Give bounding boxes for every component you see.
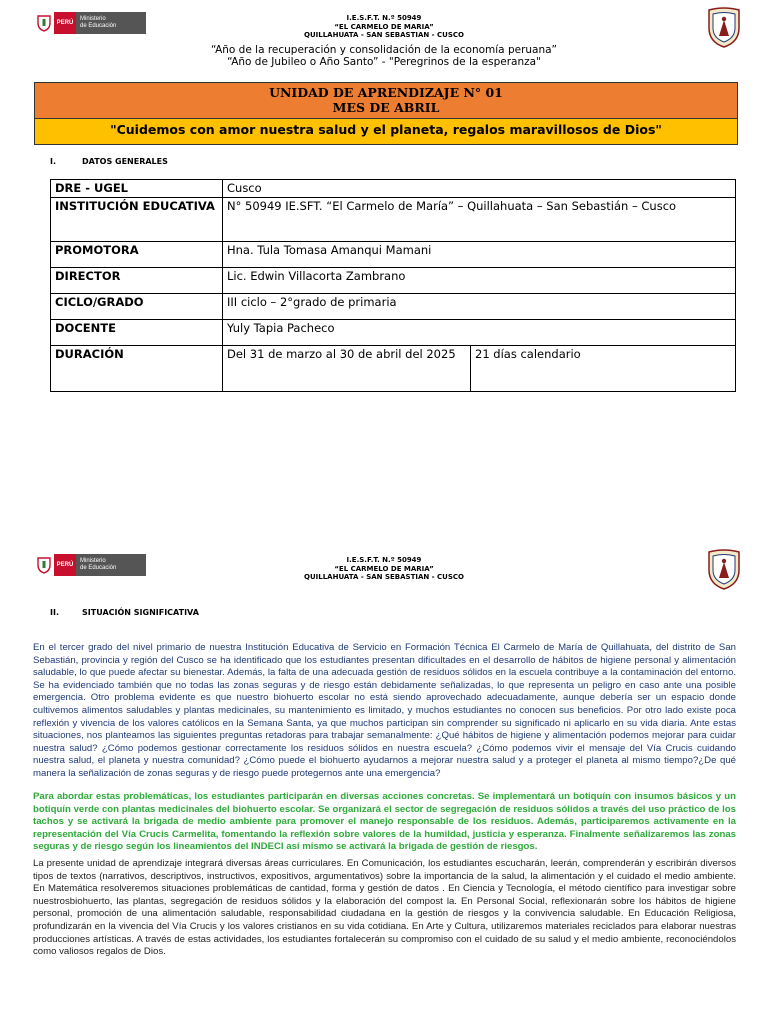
row-label: CICLO/GRADO bbox=[51, 294, 223, 320]
school-code: I.E.S.F.T. N.º 50949 bbox=[346, 14, 422, 22]
school-code: I.E.S.F.T. N.º 50949 bbox=[346, 556, 422, 564]
logo-country: PERÚ bbox=[54, 12, 76, 34]
row-label: INSTITUCIÓN EDUCATIVA bbox=[51, 198, 223, 242]
document-page-2 bbox=[0, 540, 768, 1024]
situation-paragraph-areas: La presente unidad de aprendizaje integrará diversas áreas curriculares. En Comunicación, los estudiantes escucharán, leerán, comprenderán y escribirán diversos tipos de textos (narrativos, descriptivos, instructivos, expositivos, argumentativos) sobre la importancia de la salud, la alimentación y el cuidado el medio ambiente. En Matemática resolveremos situaciones problemáticas de cantidad, forma y gestión de datos . En Ciencia y Tecnología, el método científico para investigar sobre nuestrosbiohuerto, las plantas, segregación de residuos sólidos y la elaboración del compost la. En Personal Social, reflexionarán sobre los hábitos de higiene personal, promoción de una alimentación saludable, responsabilidad ciudadana en la gestión de riesgos y la convivencia saludable. En Educación Religiosa, profundizarán en la vivencia del Vía Crucis y los valores cristianos en su vida cotidiana. En Arte y Cultura, utilizaremos materiales reciclados para elaborar nuestras producciones artísticas. A través de estas actividades, los estudiantes fortalecerán su compromiso con el cuidado de su salud y el medio ambiente, reconociéndolos como valiosos regalos de Dios. bbox=[33, 858, 736, 958]
row-value: Lic. Edwin Villacorta Zambrano bbox=[223, 268, 736, 294]
section-number: II. bbox=[50, 608, 59, 617]
section-title: DATOS GENERALES bbox=[82, 157, 168, 166]
unit-title-box bbox=[34, 82, 738, 145]
school-header bbox=[0, 14, 768, 40]
logo-ministry-line1: Ministerio bbox=[80, 558, 106, 564]
year-line-2: “Año de Jubileo o Año Santo” - "Peregrinos de la esperanza" bbox=[227, 56, 541, 68]
unit-theme: "Cuidemos con amor nuestra salud y el planeta, regalos maravillosos de Dios" bbox=[35, 119, 737, 144]
section-title: SITUACIÓN SIGNIFICATIVA bbox=[82, 608, 199, 617]
table-row bbox=[51, 294, 736, 320]
table-row bbox=[51, 320, 736, 346]
table-row bbox=[51, 180, 736, 198]
unit-month: MES DE ABRIL bbox=[332, 100, 440, 115]
general-data-table bbox=[50, 179, 736, 392]
duration-days: 21 días calendario bbox=[471, 346, 736, 392]
school-crest-icon bbox=[706, 548, 742, 590]
row-value: N° 50949 IE.SFT. “El Carmelo de María” – Quillahuata – San Sebastián – Cusco bbox=[223, 198, 736, 242]
school-location: QUILLAHUATA - SAN SEBASTIAN - CUSCO bbox=[304, 573, 464, 581]
table-row bbox=[51, 242, 736, 268]
school-location: QUILLAHUATA - SAN SEBASTIAN - CUSCO bbox=[304, 31, 464, 39]
duration-value: Del 31 de marzo al 30 de abril del 2025 bbox=[223, 346, 471, 392]
row-label: PROMOTORA bbox=[51, 242, 223, 268]
row-label: DIRECTOR bbox=[51, 268, 223, 294]
logo-ministry-line2: de Educación bbox=[80, 23, 117, 29]
table-row bbox=[51, 268, 736, 294]
logo-ministry-line2: de Educación bbox=[80, 565, 117, 571]
section-heading bbox=[50, 157, 168, 166]
school-header bbox=[0, 556, 768, 582]
unit-title: UNIDAD DE APRENDIZAJE N° 01 bbox=[269, 85, 503, 100]
school-name: “EL CARMELO DE MARIA” bbox=[334, 564, 434, 573]
duration-label: DURACIÓN bbox=[51, 346, 223, 392]
situation-paragraph-problems: En el tercer grado del nivel primario de nuestra Institución Educativa de Servicio en Formación Técnica El Carmelo de María de Quillahuata, del distrito de San Sebastián, provincia y región del Cusco se ha identificado que los estudiantes presentan dificultades en el desarrollo de hábitos de higiene personal y alimentación saludable, lo que puede afectar su bienestar. Además, la falta de una adecuada gestión de residuos sólidos en la escuela contribuye a la contaminación del entorno. Se ha evidenciado también que no todas las zonas seguras y de riesgo están debidamente señalizadas, lo que representa un peligro en caso ante una posible emergencia. Otro problema evidente es que nuestro biohuerto escolar no está siendo aprovechado adecuadamente, aunque debería ser un espacio donde cultivemos alimentos saludables y plantas medicinales, su mantenimiento es limitado, y muchos estudiantes no conocen sus beneficios. Por otro lado existe poca reflexión y vivencia de los valores católicos en la Semana Santa, ya que muchos participan sin comprender su significado ni aplicarlo en su vida diaria. Ante estas situaciones, nos planteamos las siguientes preguntas retadoras para trabajar semanalmente: ¿Qué hábitos de higiene y alimentación podemos mejorar para cuidar nuestra salud? ¿Cómo podemos gestionar correctamente los residuos sólidos en nuestra escuela? ¿Cómo podemos vivir el mensaje del Vía Crucis cuidando nuestra salud, el planeta y nuestra comunidad? ¿Cómo puede el biohuerto ayudarnos a mejorar nuestra salud y a proteger el planeta al mismo tiempo?¿De qué manera la señalización de zonas seguras y de riesgo puede protegernos ante una emergencia? bbox=[33, 642, 736, 779]
school-crest-icon bbox=[706, 6, 742, 48]
logo-ministry-line1: Ministerio bbox=[80, 16, 106, 22]
section-number: I. bbox=[50, 157, 57, 166]
row-label: DOCENTE bbox=[51, 320, 223, 346]
logo-country: PERÚ bbox=[54, 554, 76, 576]
section-heading bbox=[50, 608, 199, 617]
school-name: “EL CARMELO DE MARIA” bbox=[334, 22, 434, 31]
row-value: III ciclo – 2°grado de primaria bbox=[223, 294, 736, 320]
year-lines bbox=[0, 44, 768, 68]
row-value: Hna. Tula Tomasa Amanqui Mamani bbox=[223, 242, 736, 268]
unit-title-band bbox=[35, 83, 737, 119]
row-value: Cusco bbox=[223, 180, 736, 198]
table-row bbox=[51, 346, 736, 392]
row-value: Yuly Tapia Pacheco bbox=[223, 320, 736, 346]
year-line-1: “Año de la recuperación y consolidación de la economía peruana” bbox=[211, 44, 557, 56]
situation-paragraph-actions: Para abordar estas problemáticas, los estudiantes participarán en diversas acciones concretas. Se implementará un botiquín con insumos básicos y un botiquín verde con plantas medicinales del biohuerto escolar. Se organizará el sector de segregación de residuos sólidos a través del uso práctico de los tachos y se activará la brigada de medio ambiente para promover el manejo responsable de los residuos. Además, participaremos activamente en la representación del Vía Crucis Carmelita, fomentando la reflexión sobre valores de la humildad, justicia y esperanza. Finalmente señalizaremos las zonas seguras y de riesgo según los lineamientos del INDECI así mismo se activará la brigada de gestión de riesgos. bbox=[33, 791, 736, 853]
row-label: DRE - UGEL bbox=[51, 180, 223, 198]
table-row bbox=[51, 198, 736, 242]
